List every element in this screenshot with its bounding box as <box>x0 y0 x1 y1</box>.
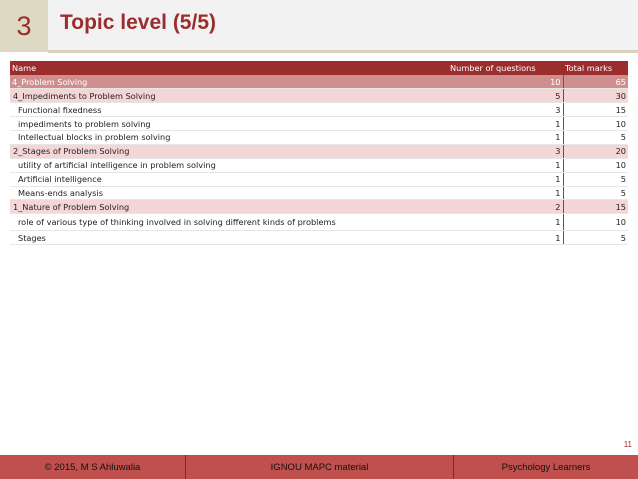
row-name: 4_Impediments to Problem Solving <box>10 89 448 103</box>
slide-title: Topic level (5/5) <box>60 11 216 34</box>
row-name: role of various type of thinking involved in solving different kinds of problems <box>10 214 448 231</box>
row-name: Artificial intelligence <box>10 172 448 186</box>
row-marks: 65 <box>563 75 628 89</box>
row-questions: 2 <box>448 200 563 214</box>
column-header-questions: Number of questions <box>448 61 563 75</box>
table-row <box>10 75 628 89</box>
table-row <box>10 214 628 231</box>
row-marks: 5 <box>563 231 628 245</box>
topic-table <box>10 61 628 245</box>
row-name: 1_Nature of Problem Solving <box>10 200 448 214</box>
row-questions: 1 <box>448 214 563 231</box>
table-row <box>10 103 628 117</box>
table-row <box>10 144 628 158</box>
table-row <box>10 200 628 214</box>
row-questions: 1 <box>448 158 563 172</box>
table-row <box>10 158 628 172</box>
row-questions: 5 <box>448 89 563 103</box>
row-marks: 5 <box>563 186 628 200</box>
row-marks: 5 <box>563 130 628 144</box>
row-questions: 1 <box>448 231 563 245</box>
row-marks: 10 <box>563 214 628 231</box>
row-marks: 5 <box>563 172 628 186</box>
table-row <box>10 89 628 103</box>
row-name: Intellectual blocks in problem solving <box>10 130 448 144</box>
footer-source: IGNOU MAPC material <box>186 455 454 479</box>
column-header-name: Name <box>10 61 448 75</box>
table-row <box>10 172 628 186</box>
row-name: Means-ends analysis <box>10 186 448 200</box>
row-marks: 15 <box>563 200 628 214</box>
title-underline <box>48 50 638 53</box>
column-header-marks: Total marks <box>563 61 628 75</box>
row-marks: 15 <box>563 103 628 117</box>
table-row <box>10 231 628 245</box>
row-questions: 10 <box>448 75 563 89</box>
section-number: 3 <box>0 0 48 52</box>
footer-publisher: Psychology Learners <box>501 461 591 473</box>
row-marks: 10 <box>563 158 628 172</box>
row-name: 2_Stages of Problem Solving <box>10 144 448 158</box>
row-questions: 3 <box>448 144 563 158</box>
row-questions: 1 <box>448 130 563 144</box>
row-name: utility of artificial intelligence in problem solving <box>10 158 448 172</box>
row-marks: 10 <box>563 117 628 131</box>
footer-copyright: © 2015, M S Ahluwalia <box>0 455 186 479</box>
row-marks: 30 <box>563 89 628 103</box>
row-questions: 1 <box>448 117 563 131</box>
row-questions: 1 <box>448 172 563 186</box>
row-name: Functional fixedness <box>10 103 448 117</box>
table-row <box>10 117 628 131</box>
row-marks: 20 <box>563 144 628 158</box>
row-name: impediments to problem solving <box>10 117 448 131</box>
page-number: 11 <box>623 440 632 449</box>
footer-bar <box>0 455 638 479</box>
row-name: 4_Problem Solving <box>10 75 448 89</box>
table-header-row <box>10 61 628 75</box>
table-row <box>10 130 628 144</box>
row-questions: 1 <box>448 186 563 200</box>
row-questions: 3 <box>448 103 563 117</box>
table-row <box>10 186 628 200</box>
row-name: Stages <box>10 231 448 245</box>
title-bar <box>48 0 638 52</box>
